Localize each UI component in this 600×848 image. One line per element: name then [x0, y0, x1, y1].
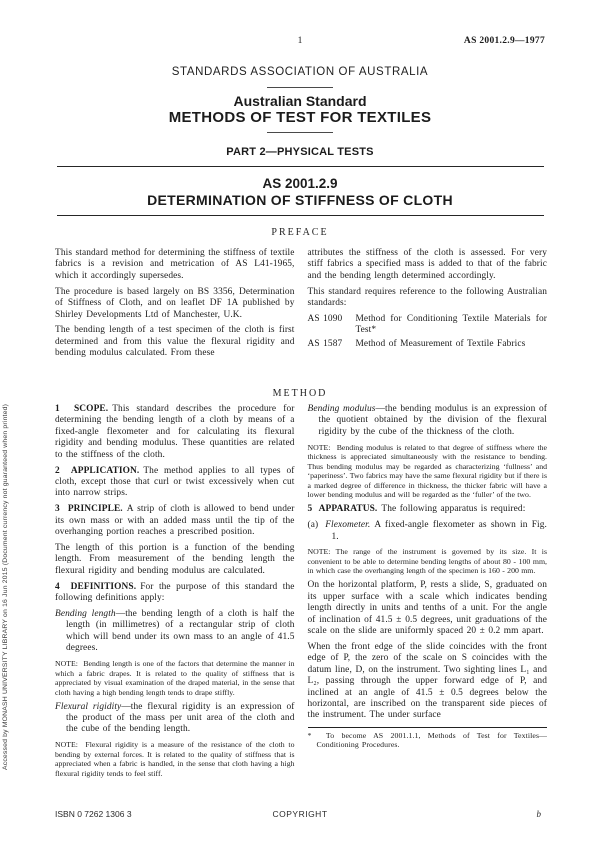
footnote-block — [308, 727, 548, 750]
preface-paragraph: This standard requires reference to the following Australian standards: — [307, 286, 547, 309]
definition-bending-modulus — [308, 404, 548, 438]
platform-paragraph: On the horizontal platform, P, rests a slide, S, graduated on its upper surface with a scale which indicates bending length directly in units and tenths of a unit. For the angle of inclination of 41.5 ± 0.5 degrees, unit graduations of the scale on the slide are uniformly spaced 20 ± 0.2 mm apart. — [307, 580, 547, 637]
method-heading: METHOD — [272, 388, 328, 399]
definition-text: —the bending length of a cloth is half the length (in millimetres) of a rectangular strip of cloth which will bend under its own mass to an angle of 41.5 degrees. — [66, 609, 295, 654]
slide-paragraph: When the front edge of the slide coincides with the front edge of P, the zero of the scale on S coincides with the datum line, D, on the instrument. Two sighting lines L₁ and L₂, passing through the upper forward edge of P, and inclined at an angle of 41.5 ± 0.5 degrees below the horizontal, are inscribed on the transparent side pieces of the instrument. The under surface — [307, 641, 547, 721]
running-head — [55, 36, 545, 49]
standard-title: DETERMINATION OF STIFFNESS OF CLOTH — [147, 192, 453, 208]
reference-code: AS 1090 — [307, 314, 343, 325]
definition-term: Bending modulus — [307, 404, 376, 414]
section-text: The following apparatus is required: — [381, 504, 526, 515]
item-marker: (a) — [307, 520, 319, 531]
definition-text: —the bending modulus is an expression of the quotient obtained by the division of the flexural rigidity by the cube of the thickness of the cloth. — [318, 404, 548, 437]
reference-code: AS 1587 — [307, 338, 343, 349]
reference-row — [308, 339, 548, 350]
divider-rule — [57, 215, 544, 216]
part-title: PART 2—PHYSICAL TESTS — [226, 146, 374, 158]
preface-paragraph: attributes the stiffness of the cloth is assessed. For very stiff fabrics a specified mass is added to that of the fabric and the bending length determined accordingly. — [307, 248, 547, 281]
section-label: 4 DEFINITIONS. — [55, 581, 137, 592]
note-flexometer: NOTE: The range of the instrument is governed by its size. It is convenient to be able to determine bending lengths of about 80 - 100 mm, in which case the overhanging length of the specimen is 160 - 200 mm. — [307, 547, 547, 576]
page-number: 1 — [297, 36, 303, 46]
preface-heading: PREFACE — [271, 227, 329, 238]
section-principle — [55, 504, 295, 538]
divider-rule — [267, 87, 333, 88]
section-label: 3 PRINCIPLE. — [55, 504, 123, 515]
reference-title: Method for Conditioning Textile Materials for Test* — [355, 314, 547, 336]
note-flexural-rigidity: NOTE: Flexural rigidity is a measure of the resistance of the cloth to bending by external forces. It is related to the quality of stiffness that is appreciated when a fabric is handled, in the sense that cloth having a high flexural rigidity tends to feel stiff. — [55, 740, 295, 778]
section-scope — [55, 404, 295, 461]
standard-number: AS 2001.2.9 — [262, 176, 338, 191]
section-text: For the purpose of this standard the following definitions apply: — [55, 581, 295, 604]
series-title: Australian Standard — [233, 93, 367, 109]
preface-paragraph: This standard method for determining the stiffness of textile fabrics is a revision and metrication of AS L41-1965, which it accordingly supersedes. — [55, 248, 295, 281]
method-columns — [55, 404, 547, 783]
section-text: This standard describes the procedure for determining the bending length of a cloth by means of a fixed-angle flexometer and for calculating its flexural rigidity and bending modulus. These quantities are related to the stiffness of the cloth. — [55, 404, 295, 460]
method-right-column — [308, 404, 548, 783]
section-label: 2 APPLICATION. — [55, 465, 140, 476]
preface-paragraph: The bending length of a test specimen of the cloth is first determined and from this value the flexural rigidity and bending modulus calculated. From these — [55, 325, 295, 359]
reference-title: Method of Measurement of Textile Fabrics — [355, 338, 526, 349]
preface-right-column — [308, 248, 548, 364]
isbn: ISBN 0 7262 1306 3 — [55, 809, 132, 819]
definition-flexural-rigidity — [55, 702, 295, 736]
divider-rule — [57, 166, 544, 167]
preface-left-column — [55, 248, 295, 364]
preface-paragraph: The procedure is based largely on BS 3356, Determination of Stiffness of Cloth, and on leaflet DF 1A published by Shirley Developments Ltd of Manchester, U.K. — [55, 286, 295, 320]
item-text: A fixed-angle flexometer as shown in Fig. 1. — [331, 520, 547, 542]
definition-term: Flexural rigidity — [55, 701, 122, 712]
library-access-watermark: Accessed by MONASH UNIVERSITY LIBRARY on 16 Jun 2015 (Document currency not guaranteed when printed) — [2, 403, 9, 770]
definition-term: Bending length — [55, 609, 116, 619]
footnote-text: To become AS 2001.1.1, Methods of Test for Textiles—Conditioning Procedures. — [316, 730, 547, 750]
principle-paragraph: The length of this portion is a function of the bending length. From measurement of the bending length the flexural rigidity and bending modulus are calculated. — [55, 542, 295, 576]
definition-bending-length — [55, 609, 295, 655]
page-footer — [55, 809, 545, 821]
series-subtitle: METHODS OF TEST FOR TEXTILES — [168, 109, 432, 126]
item-term: Flexometer. — [325, 520, 371, 531]
note-bending-modulus: NOTE: Bending modulus is related to that degree of stiffness where the thickness is appreciated simultaneously with the resistance to bending. Thus bending modulus may be regarded as characterizing ‘fullness’ and ‘paperiness’. Two fabrics may have the same flexural rigidity but if there is a marked degree of difference in thickness, the thicker fabric will have a lower bending modulus and will be regarded as the ‘fuller’ of the two. — [307, 442, 547, 500]
divider-rule — [267, 132, 333, 133]
section-text: A strip of cloth is allowed to bend under its own mass or with an added mass until the tip of the overhanging portion reaches a prescribed position. — [55, 504, 295, 538]
page-letter: b — [536, 809, 541, 819]
document-reference: AS 2001.2.9—1977 — [463, 36, 545, 46]
section-apparatus — [308, 504, 548, 515]
footnote — [308, 731, 548, 750]
section-label: 5 APPARATUS. — [307, 504, 378, 515]
section-text: The method applies to all types of cloth, except those that curl or twist excessively when cut into narrow strips. — [55, 465, 295, 499]
section-label: 1 SCOPE. — [55, 404, 109, 414]
apparatus-item-a — [308, 520, 548, 543]
section-application — [55, 466, 295, 500]
method-left-column — [55, 404, 295, 783]
copyright-label: COPYRIGHT — [272, 809, 328, 819]
definition-text: —the flexural rigidity is an expression of the product of the mass per unit area of the cloth and the cube of the bending length. — [66, 701, 295, 735]
preface-columns — [55, 248, 547, 364]
note-bending-length: NOTE: Bending length is one of the factors that determine the manner in which a fabric drapes. It is related to the quality of stiffness that is appreciated by visual examination of the draped material, in the sense that cloth having a high bending length tends to drape stiffly. — [55, 659, 295, 697]
footnote-marker: * — [307, 730, 312, 740]
reference-row — [308, 314, 548, 337]
organisation-name: STANDARDS ASSOCIATION OF AUSTRALIA — [171, 66, 429, 78]
section-definitions — [55, 582, 295, 605]
